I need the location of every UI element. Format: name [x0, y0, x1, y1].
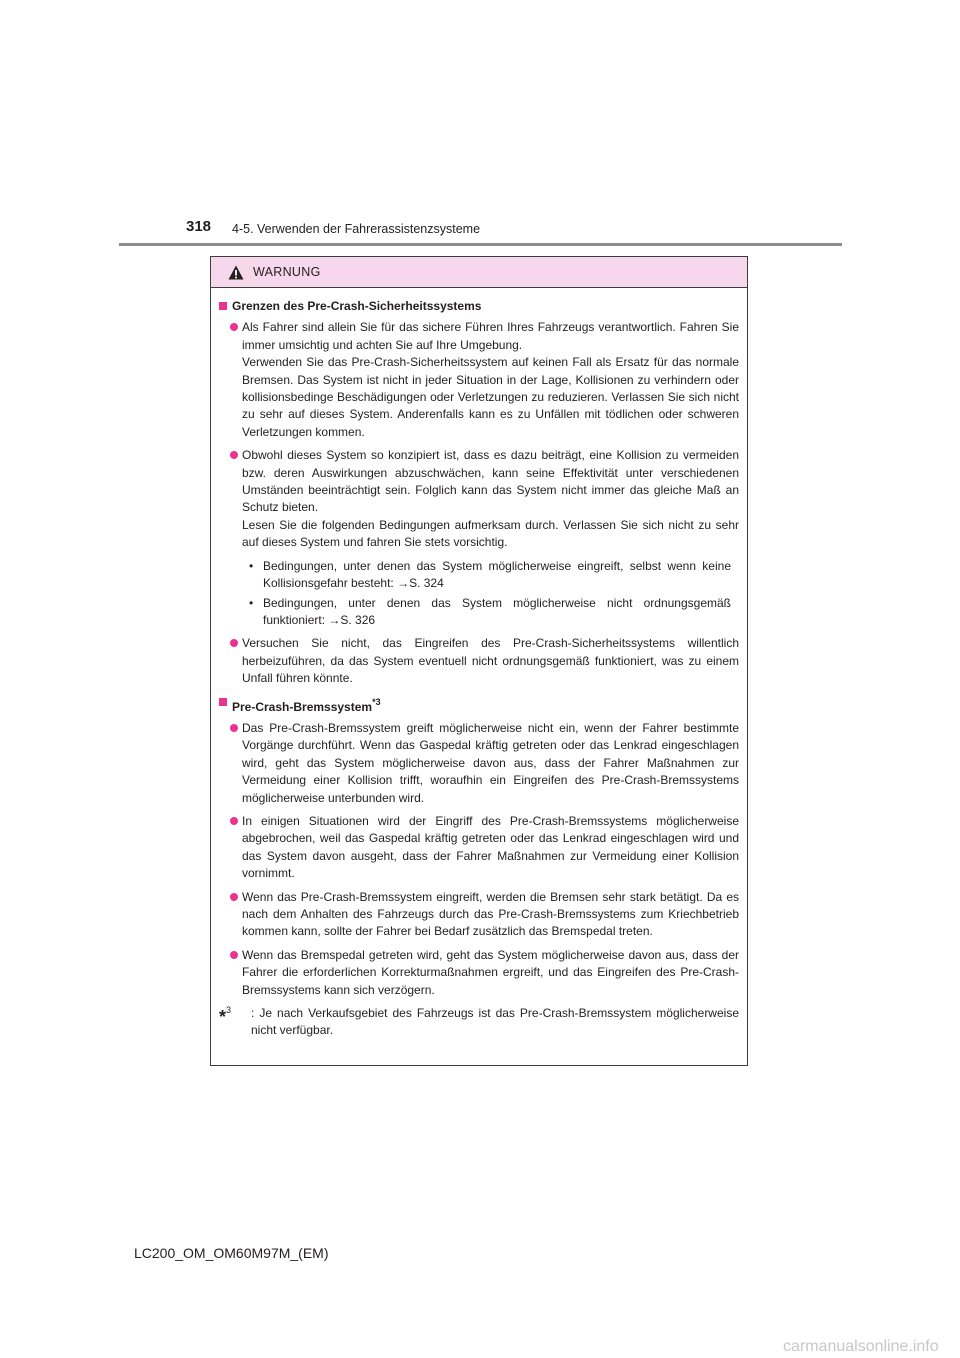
bullet-paragraph: Lesen Sie die folgenden Bedingungen aufmerksam durch. Verlassen Sie sich nicht zu sehr auf dieses System und fahren Sie stets vorsichtig.: [242, 517, 739, 550]
bullet-paragraph: Obwohl dieses System so konzipiert ist, dass es dazu beiträgt, eine Kollision zu vermeiden bzw. deren Auswirkungen abzuschwächen, kann seine Effektivität unter verschiedenen Umständen beeinträchtigt sein. Folglich kann das System nicht immer das gleiche Maß an Schutz bieten.: [242, 448, 739, 515]
sub-list-text: Bedingungen, unter denen das System möglicherweise eingreift, selbst wenn keine Kollisionsgefahr besteht: →S. 324: [263, 558, 731, 591]
sub-list-text: Bedingungen, unter denen das System möglicherweise nicht ordnungsgemäß funktioniert: →S. 326: [263, 595, 731, 627]
page-number: 318: [186, 218, 212, 235]
bullet-item: [219, 635, 739, 687]
section-heading: [219, 694, 739, 716]
document-code: LC200_OM_OM60M97M_(EM): [134, 1245, 329, 1261]
footnote-marker: *$^3$: [219, 1005, 232, 1028]
watermark: carmanualsonline.info: [783, 1338, 939, 1355]
square-bullet-icon: [219, 698, 227, 706]
sub-list-item: [219, 558, 739, 593]
footnote-reference: *3: [372, 696, 381, 707]
warning-header: [211, 257, 747, 288]
bullet-paragraph: Verwenden Sie das Pre-Crash-Sicherheitssystem auf keinen Fall als Ersatz für das normale Bremsen. Das System ist nicht in jeder Situation in der Lage, Kollisionen zu verhindern oder kollisionsbedinge Beschädigungen oder Verletzungen zu reduzieren. Verlassen Sie sich nicht zu sehr auf dieses System. Anderenfalls kann es zu Unfällen mit tödlichen oder schweren Verletzungen kommen.: [242, 355, 739, 439]
square-bullet-icon: [219, 302, 227, 310]
small-bullet-icon: •: [249, 558, 254, 573]
bullet-item: [219, 947, 739, 999]
warning-title: WARNUNG: [253, 265, 321, 279]
bullet-paragraph: Versuchen Sie nicht, das Eingreifen des Pre-Crash-Sicherheitssystems willentlich herbeizuführen, da das System eventuell nicht ordnungsgemäß funktioniert, was zu einem Unfall führen könnte.: [242, 636, 739, 686]
bullet-item: [219, 813, 739, 883]
section-heading-text: Pre-Crash-Bremssystem$^{*3}$: [232, 696, 381, 714]
warning-box: [210, 256, 748, 1066]
section-heading: [219, 298, 739, 315]
warning-body: [211, 288, 747, 1040]
bullet-item: [219, 447, 739, 551]
circle-bullet-icon: [230, 893, 238, 901]
bullet-item: [219, 889, 739, 941]
section-title: 4-5. Verwenden der Fahrerassistenzsysteme: [232, 222, 481, 236]
bullet-item: [219, 720, 739, 807]
warning-triangle-icon: [228, 265, 244, 280]
bullet-paragraph: Wenn das Pre-Crash-Bremssystem eingreift, werden die Bremsen sehr stark betätigt. Da es nach dem Anhalten des Fahrzeugs durch das Pre-Crash-Bremssystems zum Kriechbetrieb kommen kann, sollte der Fahrer bei Bedarf zusätzlich das Bremspedal treten.: [242, 889, 739, 939]
circle-bullet-icon: [230, 951, 238, 959]
section-heading-text: Grenzen des Pre-Crash-Sicherheitssystems: [232, 299, 482, 313]
circle-bullet-icon: [230, 724, 238, 732]
header-divider: [119, 243, 842, 246]
circle-bullet-icon: [230, 639, 238, 647]
circle-bullet-icon: [230, 817, 238, 825]
footnote: [219, 1005, 739, 1040]
circle-bullet-icon: [230, 323, 238, 331]
bullet-paragraph: In einigen Situationen wird der Eingriff des Pre-Crash-Bremssystems möglicherweise abgebrochen, weil das Gaspedal kräftig getreten oder das Lenkrad eingeschlagen wird und das System davon ausgeht, dass der Fahrer Maßnahmen zur Vermeidung einer Kollision vornimmt.: [242, 813, 739, 881]
circle-bullet-icon: [230, 451, 238, 459]
footnote-text: : Je nach Verkaufsgebiet des Fahrzeugs ist das Pre-Crash-Bremssystem möglicherweise nicht verfügbar.: [251, 1006, 739, 1038]
small-bullet-icon: •: [249, 595, 254, 610]
bullet-paragraph: Als Fahrer sind allein Sie für das sichere Führen Ihres Fahrzeugs verantwortlich. Fahren Sie immer umsichtig und achten Sie auf Ihre Umgebung.: [242, 320, 739, 352]
bullet-paragraph: Das Pre-Crash-Bremssystem greift möglicherweise nicht ein, wenn der Fahrer bestimmte Vorgänge durchführt. Wenn das Gaspedal kräftig getreten oder das Lenkrad eingeschlagen wird, geht das System möglicherweise davon aus, dass der Fahrer Maßnahmen zur Vermeidung einer Kollision trifft, woraufhin ein Eingreifen des Pre-Crash-Bremssystems möglicherweise unterbunden wird.: [242, 720, 739, 805]
bullet-paragraph: Wenn das Bremspedal getreten wird, geht das System möglicherweise davon aus, dass der Fahrer die erforderlichen Korrekturmaßnahmen ergreift, und das Eingreifen des Pre-Crash-Bremssystems kann sich verzögern.: [242, 947, 739, 997]
sub-list-item: [219, 595, 739, 630]
bullet-item: [219, 319, 739, 441]
